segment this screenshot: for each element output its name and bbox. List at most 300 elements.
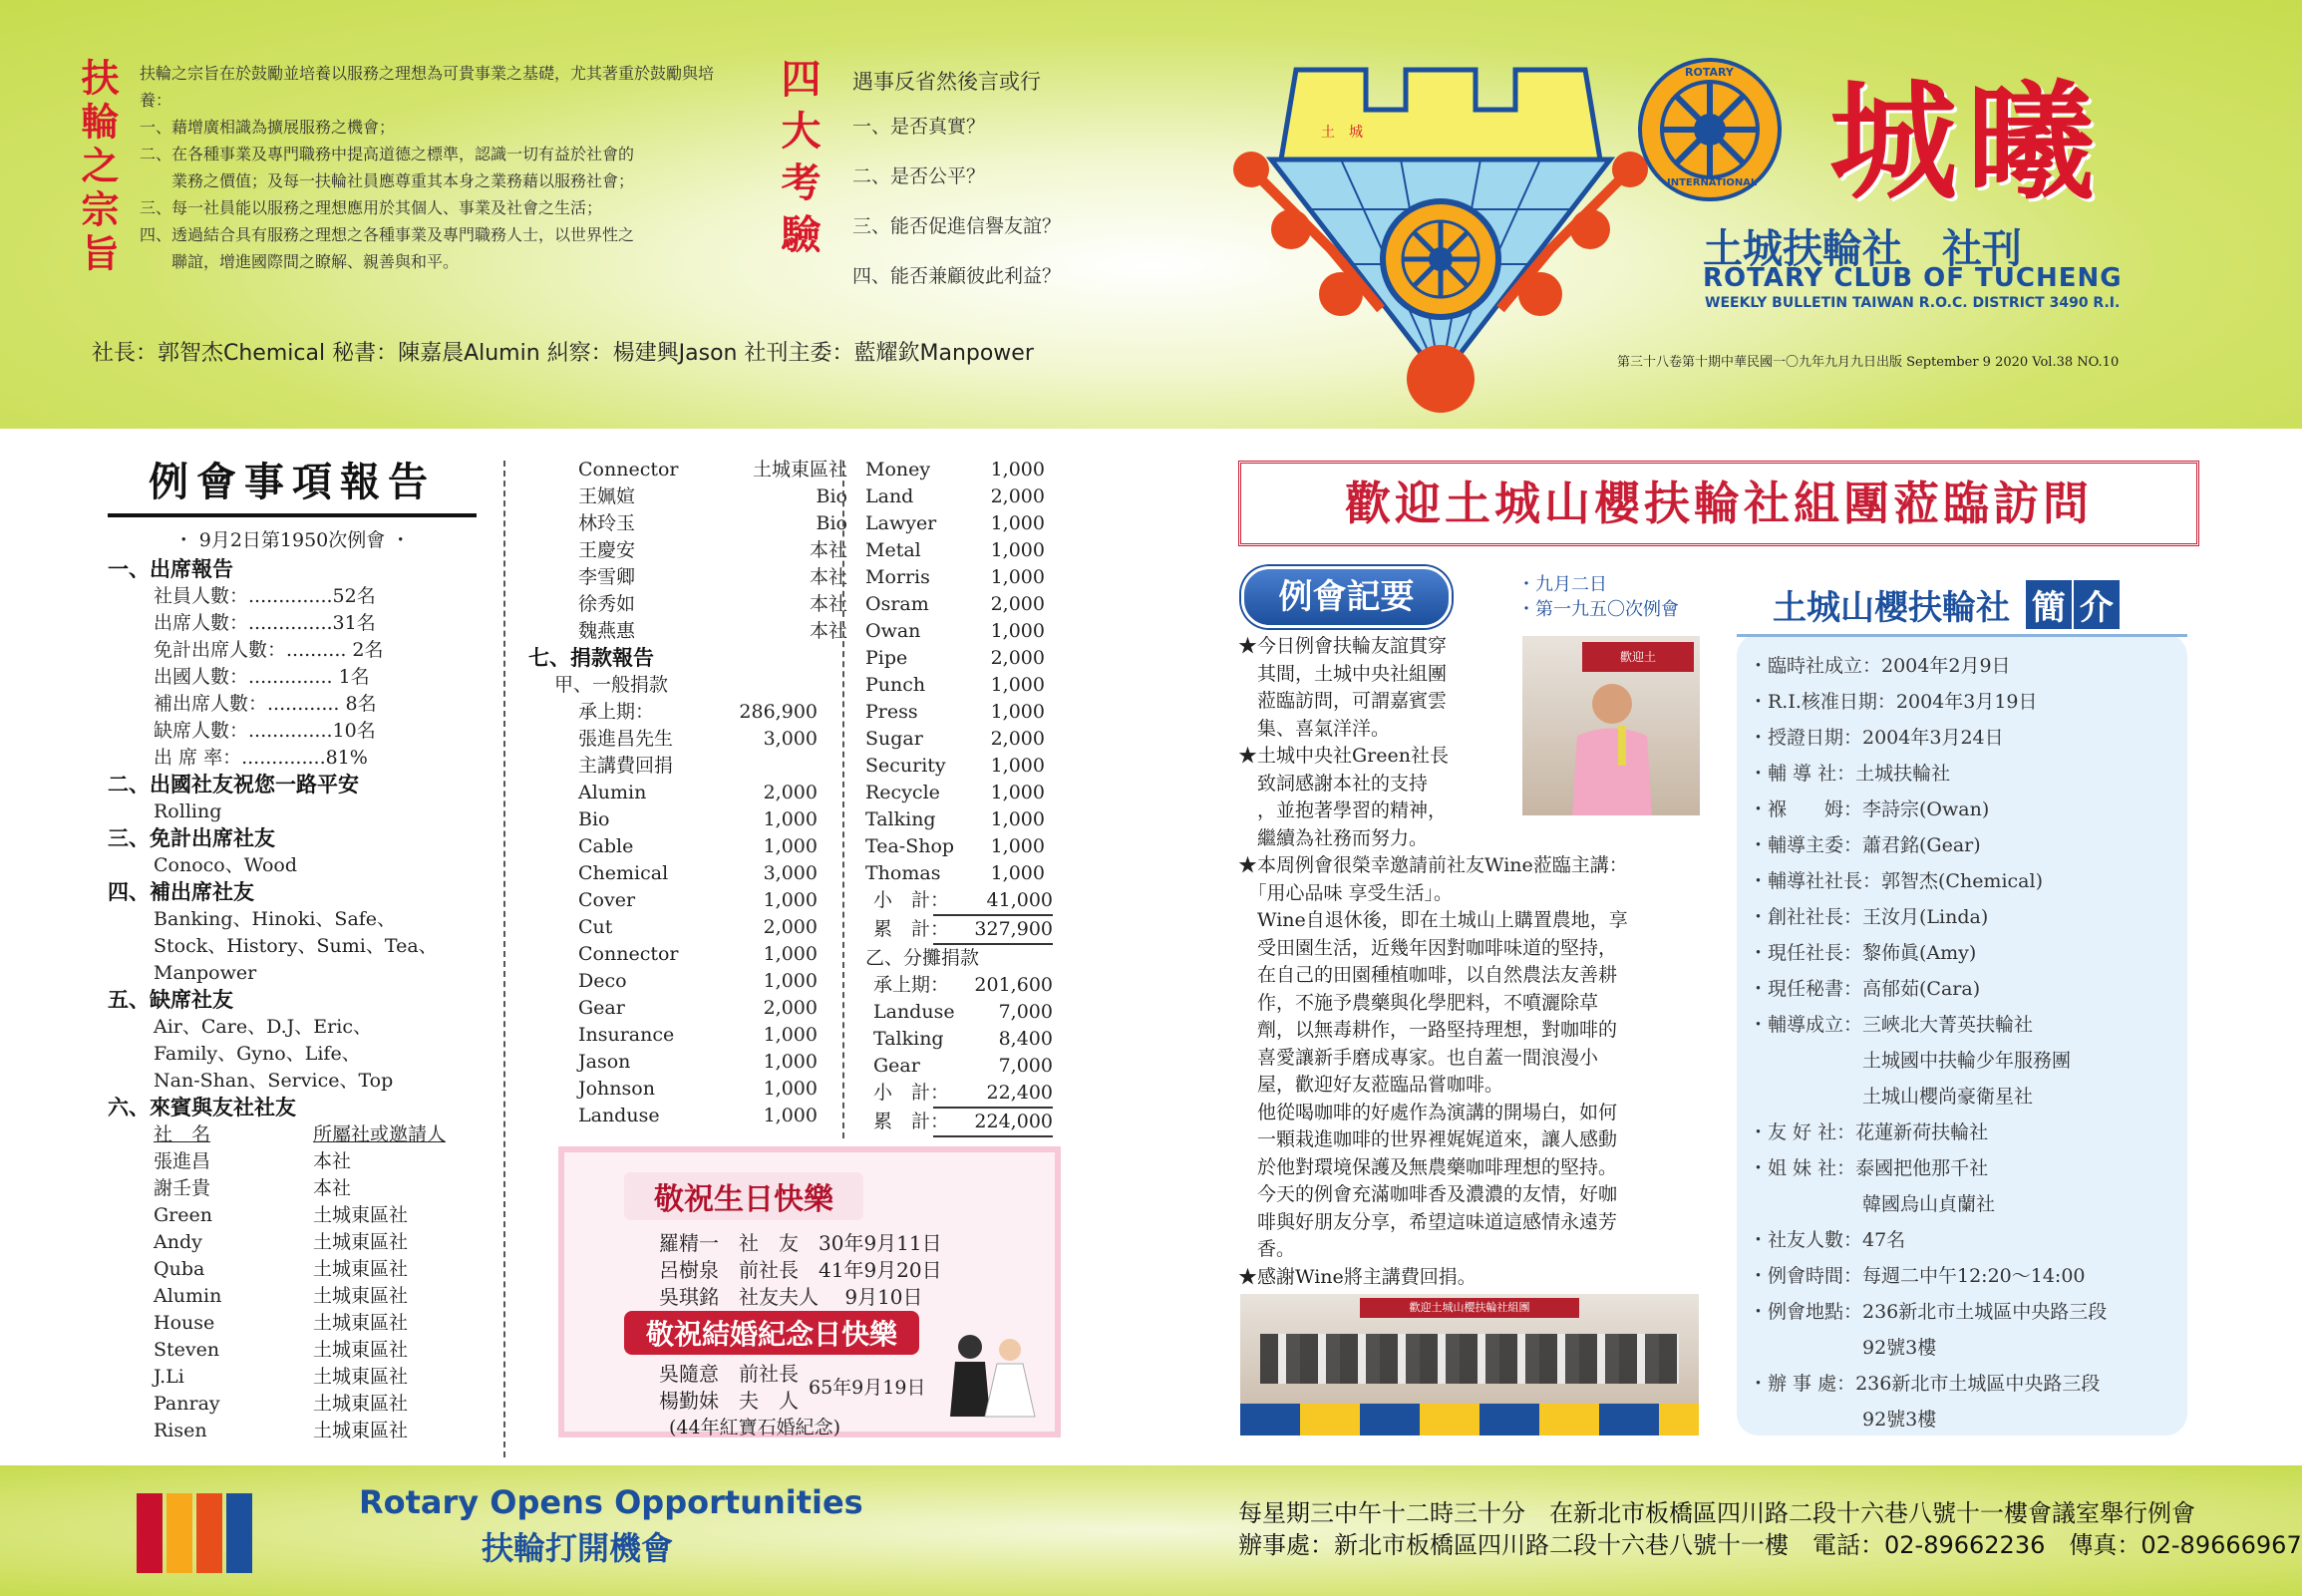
s2-list — [108, 798, 487, 825]
intro-item: ・友 好 社：花蓮新荷扶輪社 — [1749, 1121, 1989, 1143]
story-line: 繼續為社務而努力。 — [1238, 826, 1429, 849]
principles-block — [140, 60, 738, 275]
total-row-label: 累 計： — [873, 918, 950, 940]
s5-item: Air、Care、D.J、Eric、 — [154, 1016, 372, 1038]
donation-row-value: 1,000 — [990, 782, 1045, 803]
donation-row — [865, 510, 1065, 537]
s2-title: 二、出國社友祝您一路平安 — [108, 773, 359, 797]
attendance-list — [108, 583, 487, 772]
donation-row-value: 1,000 — [990, 835, 1045, 857]
donation-row — [865, 780, 1065, 806]
story-line: 喜愛讓新手磨成專家。也自蓋一間浪漫小 — [1238, 1046, 1599, 1069]
guests-head-name: 社 名 — [154, 1123, 211, 1145]
donation-row-label: Cover — [578, 889, 636, 911]
s3-list — [108, 852, 487, 879]
donation-row-value: 3,000 — [763, 728, 818, 750]
donation-row — [865, 972, 1065, 999]
intro-item: 92號3樓 — [1749, 1409, 1937, 1431]
donation-row-value: 3,000 — [763, 862, 818, 884]
donation-summary-2 — [865, 887, 1065, 945]
intro-tag-2: 介 — [2074, 580, 2120, 629]
intro-item: ・R.I.核准日期：2004年3月19日 — [1749, 691, 2038, 713]
donation-row — [578, 887, 857, 914]
report-col3 — [865, 457, 1065, 1137]
donation-row — [865, 618, 1065, 645]
donation-row-label: Chemical — [578, 862, 669, 884]
guest-row-value: 土城東區社 — [313, 1420, 409, 1441]
donation-row-value: 1,000 — [990, 539, 1045, 561]
donation-row-value — [718, 753, 818, 780]
donation-row-label: Press — [865, 701, 918, 723]
donation-row-label: Talking — [873, 1028, 944, 1050]
donation-row-label: 承上期： — [873, 974, 950, 996]
total-row-value: 224,000 — [933, 1109, 1053, 1137]
donation-row — [578, 1103, 857, 1129]
report-col1 — [108, 556, 487, 1444]
club-name-en: ROTARY CLUB OF TUCHENG — [1703, 263, 2123, 293]
principles-list — [140, 114, 738, 275]
guest2-row-value: 土城東區社 — [752, 459, 847, 480]
donation-row-label: Punch — [865, 674, 926, 696]
donation-row — [578, 726, 857, 753]
guest-row-label: 謝壬貴 — [154, 1177, 211, 1199]
intro-item: ・例會時間：每週二中午12:20～14:00 — [1749, 1265, 2086, 1287]
donation-row-label: Bio — [578, 808, 610, 830]
intro-item: 土城山櫻尚豪衛星社 — [1749, 1086, 2034, 1108]
s3-title: 三、免計出席社友 — [108, 826, 275, 850]
donation-row-label: Tea-Shop — [865, 835, 955, 857]
s5-title: 五、缺席社友 — [108, 988, 233, 1012]
birthday-item: 呂樹泉 前社長 41年9月20日 — [659, 1258, 942, 1282]
guest2-row-label: 徐秀如 — [578, 593, 636, 615]
s4-title: 四、補出席社友 — [108, 880, 254, 904]
donation-row-label: Security — [865, 755, 946, 777]
donation-row-value: 1,000 — [990, 620, 1045, 642]
guest-row-label: Panray — [154, 1393, 220, 1415]
donation-row — [865, 726, 1065, 753]
donation-row — [865, 537, 1065, 564]
group-photo-banner: 歡迎土城山櫻扶輪社組團 — [1360, 1298, 1579, 1318]
tests-list — [852, 102, 1112, 301]
intro-item: ・輔導成立：三峽北大菁英扶輪社 — [1749, 1014, 2034, 1036]
intro-item: ・姐 妹 社：泰國把他那千社 — [1749, 1157, 1989, 1179]
group-flag — [1240, 1404, 1699, 1436]
guest-row — [154, 1283, 487, 1310]
test-intro: 遇事反省然後言或行 — [852, 70, 1041, 94]
intro-item: ・臨時社成立：2004年2月9日 — [1749, 655, 2011, 677]
guest-row — [154, 1391, 487, 1418]
donation-row — [578, 1049, 857, 1076]
principle-item: 二、在各種事業及專門職務中提高道德之標準，認識一切有益於社會的 — [140, 145, 635, 163]
donation-row-label: Talking — [865, 808, 936, 830]
donation-row — [578, 914, 857, 941]
emblem-text: 土 城 — [1321, 125, 1363, 141]
donation-row — [578, 699, 857, 726]
donation-row-value: 1,000 — [990, 674, 1045, 696]
donation-row-label: Land — [865, 485, 914, 507]
logo-title: 城曦 — [1829, 68, 2106, 217]
intro-item: ・例會地點：236新北市土城區中央路三段 — [1749, 1301, 2108, 1323]
guest2-row — [578, 537, 857, 564]
story-line: 「用心品味 享受生活」。 — [1238, 881, 1454, 904]
donation-row-label: Gear — [578, 997, 625, 1019]
intro-list — [1737, 634, 2187, 1437]
birthday-item: 吳琪銘 社友夫人 9月10日 — [659, 1285, 923, 1309]
donation-row-label: Recycle — [865, 782, 940, 803]
story-line: Wine自退休後，即在土城山上購置農地，享 — [1238, 909, 1628, 931]
welcome-banner — [1238, 461, 2199, 546]
principle-item: 四、透過結合具有服務之理想之各種事業及專門職務人士，以世界性之 — [140, 225, 635, 244]
donation-row-label: Gear — [873, 1055, 920, 1077]
donation-row-label: Insurance — [578, 1024, 675, 1046]
intro-item: ・創社社長：王汝月(Linda) — [1749, 906, 1989, 928]
birthday-list — [564, 1230, 1055, 1311]
guest2-row — [578, 510, 857, 537]
donation-summary-3 — [865, 1080, 1065, 1137]
intro-panel — [1737, 634, 2187, 1436]
s4-item: Banking、Hinoki、Safe、 — [154, 908, 397, 930]
guest-row-value: 土城東區社 — [313, 1312, 409, 1334]
donation-row-value: 1,000 — [990, 701, 1045, 723]
meeting-info: 每星期三中午十二時三十分 在新北市板橋區四川路二段十六巷八號十一樓會議室舉行例會 — [1238, 1499, 2195, 1527]
intro-item: ・授證日期：2004年3月24日 — [1749, 727, 2004, 749]
donation-row — [865, 753, 1065, 780]
guest-row-label: Quba — [154, 1258, 205, 1280]
story-line: 今天的例會充滿咖啡香及濃濃的友情，好咖 — [1238, 1183, 1618, 1205]
donation-row — [578, 753, 857, 780]
birthday-item: 羅精一 社 友 30年9月11日 — [659, 1231, 942, 1255]
guests2-list — [528, 457, 857, 645]
donation-row-label: Pipe — [865, 647, 908, 669]
subtotal-row-label: 小 計： — [873, 1082, 950, 1104]
speaker-figure-icon — [1562, 676, 1662, 815]
donation-row-label: 承上期： — [578, 701, 655, 723]
guest2-row-value: Bio — [816, 485, 847, 507]
donation-row-value: 201,600 — [974, 974, 1053, 996]
donation-row-value: 2,000 — [763, 782, 818, 803]
wedding-couple-icon — [935, 1322, 1045, 1422]
donation-row-value: 2,000 — [763, 916, 818, 938]
donation-row-value: 2,000 — [990, 647, 1045, 669]
diamond-emblem-icon — [1221, 60, 1660, 419]
donation-row-label: Money — [865, 459, 931, 480]
attendance-title: 一、出席報告 — [108, 557, 233, 581]
donation-row-value: 1,000 — [990, 512, 1045, 534]
donation-row-label: Sugar — [865, 728, 923, 750]
story-line: 作，不施予農藥與化學肥料，不噴灑除草 — [1238, 991, 1599, 1014]
donation-row-value: 7,000 — [998, 1055, 1053, 1077]
principle-item: 一、藉增廣相識為擴展服務之機會； — [140, 118, 396, 137]
test-item: 二、是否公平？ — [852, 165, 986, 187]
guest-row-value: 本社 — [313, 1150, 352, 1172]
attendance-item: 出席人數：..............31名 — [154, 612, 376, 634]
guest2-row-value: Bio — [816, 512, 847, 534]
total-row-label: 累 計： — [873, 1111, 950, 1132]
donation-row-label: Cut — [578, 916, 613, 938]
donation-row — [865, 833, 1065, 860]
donation-row-value: 7,000 — [998, 1001, 1053, 1023]
guest-row — [154, 1202, 487, 1229]
guest2-row-label: 林玲玉 — [578, 512, 636, 534]
donation-row — [865, 999, 1065, 1026]
guest-row-value: 本社 — [313, 1177, 352, 1199]
donation-list-2 — [865, 457, 1065, 887]
donation-row — [865, 564, 1065, 591]
four-way-test — [852, 62, 1112, 301]
guest2-row — [578, 564, 857, 591]
donation-row-value: 2,000 — [990, 728, 1045, 750]
attendance-item: 補出席人數：............ 8名 — [154, 693, 377, 715]
welcome-banner-text: 歡迎土城山櫻扶輪社組團蒞臨訪問 — [1345, 477, 2093, 530]
donation-row-label: Jason — [578, 1051, 631, 1073]
donation-row-value: 1,000 — [763, 835, 818, 857]
intro-item: ・現任秘書：高郁茹(Cara) — [1749, 978, 1981, 1000]
subtotal-row — [865, 1080, 1065, 1109]
guest2-row-value: 本社 — [809, 620, 847, 642]
story-line: 劑，以無毒耕作，一路堅持理想，對咖啡的 — [1238, 1019, 1618, 1041]
donation-row-value: 1,000 — [763, 970, 818, 992]
donation-row-value: 2,000 — [990, 485, 1045, 507]
anniv-date: 65年9月19日 — [809, 1376, 926, 1399]
s7-sub2: 乙、分攤捐款 — [865, 947, 980, 969]
subtotal-row-label: 小 計： — [873, 889, 950, 911]
intro-item: 92號3樓 — [1749, 1337, 1937, 1359]
club-name-cn: 土城扶輪社 社刊 — [1703, 226, 2022, 272]
s4-list — [108, 906, 487, 987]
footer-band — [0, 1465, 2302, 1596]
donation-row-label: Osram — [865, 593, 929, 615]
anniv-note: (44年紅寶石婚紀念) — [669, 1417, 841, 1438]
guest-row-label: Green — [154, 1204, 212, 1226]
intro-tag-1: 簡 — [2026, 580, 2072, 629]
donation-row — [578, 860, 857, 887]
guest2-row — [578, 618, 857, 645]
intro-title — [1773, 580, 2120, 629]
story-line: ★土城中央社Green社長 — [1238, 745, 1449, 767]
guest2-row-label: 王姵媗 — [578, 485, 636, 507]
test-item: 一、是否真實？ — [852, 116, 986, 138]
guest-row-value: 土城東區社 — [313, 1204, 409, 1226]
donation-row — [865, 457, 1065, 483]
intro-rule — [1737, 634, 2187, 637]
story-line: 其間，土城中央社組團 — [1238, 662, 1448, 685]
meeting-line: ・ 9月2日第1950次例會 ・ — [173, 529, 411, 551]
donation-row-value: 1,000 — [990, 808, 1045, 830]
s6-title: 六、來賓與友社社友 — [108, 1096, 296, 1119]
guest-row-label: 張進昌 — [154, 1150, 211, 1172]
guest-row-value: 土城東區社 — [313, 1339, 409, 1361]
subtotal-row-value: 41,000 — [933, 887, 1053, 916]
guest-row-value: 土城東區社 — [313, 1231, 409, 1253]
issue-line: 第三十八卷第十期中華民國一〇九年九月九日出版 September 9 2020 Vol.38 NO.10 — [1617, 355, 2120, 370]
donation-row — [865, 860, 1065, 887]
donation-row-label: Connector — [578, 943, 679, 965]
donation-row-label: 主講費回捐 — [578, 755, 674, 777]
donation-row-value: 1,000 — [990, 459, 1045, 480]
story-line: 他從喝咖啡的好處作為演講的開場白，如何 — [1238, 1101, 1618, 1123]
test-title: 四大考驗 — [775, 58, 821, 265]
s4-item: Manpower — [154, 962, 257, 984]
donation-list-1 — [528, 699, 857, 1129]
guest2-row-value: 本社 — [809, 593, 847, 615]
photo-sign: 歡迎土 — [1582, 642, 1694, 672]
intro-item: ・辦 事 處：236新北市土城區中央路三段 — [1749, 1373, 2101, 1395]
s5-item: Family、Gyno、Life、 — [154, 1043, 361, 1065]
slogan-cn: 扶輪打開機會 — [482, 1529, 674, 1567]
guest2-row-value: 本社 — [809, 539, 847, 561]
guest-row-label: J.Li — [154, 1366, 184, 1388]
donation-row-label: Thomas — [865, 862, 941, 884]
donation-row-label: Metal — [865, 539, 921, 561]
donation-row — [578, 1076, 857, 1103]
donation-row-value: 1,000 — [763, 889, 818, 911]
story-line: 一顆栽進咖啡的世界裡娓娓道來，讓人感動 — [1238, 1128, 1618, 1150]
speaker-photo — [1522, 636, 1700, 815]
guest-row-label: House — [154, 1312, 215, 1334]
office-info: 辦事處：新北市板橋區四川路二段十六巷八號十一樓 電話：02-89662236 傳真：02-89666967 — [1238, 1531, 2302, 1559]
s5-item: Nan-Shan、Service、Top — [154, 1070, 394, 1092]
donation-row — [865, 699, 1065, 726]
donation-row-label: Johnson — [578, 1078, 655, 1100]
guest-row — [154, 1364, 487, 1391]
story-line: 在自己的田園種植咖啡，以自然農法友善耕 — [1238, 964, 1618, 986]
donation-row — [578, 833, 857, 860]
guest-row — [154, 1148, 487, 1175]
guest2-row-label: 魏燕惠 — [578, 620, 636, 642]
principle-title: 扶輪之宗旨 — [75, 58, 119, 277]
donation-row-value: 1,000 — [763, 1078, 818, 1100]
group-crowd — [1260, 1334, 1679, 1384]
guest2-row-value: 本社 — [809, 566, 847, 588]
total-row — [865, 1109, 1065, 1137]
donation-row-value: 1,000 — [990, 862, 1045, 884]
bulletin-line: WEEKLY BULLETIN TAIWAN R.O.C. DISTRICT 3490 R.I. — [1705, 295, 2121, 311]
principle-item: 業務之價值；及每一扶輪社員應尊重其本身之業務藉以服務社會； — [140, 171, 635, 190]
donation-row-value: 8,400 — [998, 1028, 1053, 1050]
story-line: ★今日例會扶輪友誼貫穿 — [1238, 635, 1448, 657]
s3-item: Conoco、Wood — [154, 854, 298, 876]
report-col2 — [528, 457, 857, 1129]
report-title: 例會事項報告 — [149, 460, 436, 505]
guest2-row-label: Connector — [578, 459, 679, 480]
intro-item: ・輔 導 社：土城扶輪社 — [1749, 763, 1951, 785]
intro-item: ・現任社長：黎佈眞(Amy) — [1749, 942, 1977, 964]
donation-row-label: Cable — [578, 835, 634, 857]
donation-row-value: 1,000 — [990, 755, 1045, 777]
test-item: 三、能否促進信譽友誼？ — [852, 215, 1062, 237]
donation-row-label: Alumin — [578, 782, 647, 803]
guest2-row — [578, 457, 857, 483]
intro-item: ・社友人數：47名 — [1749, 1229, 1906, 1251]
guest-row-value: 土城東區社 — [313, 1393, 409, 1415]
story-line: 蒞臨訪問，可謂嘉賓雲 — [1238, 690, 1448, 712]
divider-2 — [842, 461, 844, 1138]
donation-row — [578, 806, 857, 833]
story-line: 集、喜氣洋洋。 — [1238, 717, 1391, 740]
officers-line: 社長：郭智杰Chemical 秘書：陳嘉晨Alumin 糾察：楊建興Jason 社刊主委：藍耀欽Manpower — [92, 341, 1034, 366]
donation-row-label: Landuse — [873, 1001, 955, 1023]
story-line: 屋，歡迎好友蒞臨品嘗咖啡。 — [1238, 1074, 1504, 1096]
story-line: 香。 — [1238, 1238, 1296, 1260]
guest-row-label: Risen — [154, 1420, 207, 1441]
total-row — [865, 916, 1065, 945]
minutes-no: ・第一九五〇次例會 — [1517, 599, 1679, 620]
guest-row-label: Andy — [154, 1231, 202, 1253]
story-line: ★感謝Wine將主講費回捐。 — [1238, 1265, 1477, 1288]
attendance-item: 社員人數：..............52名 — [154, 585, 376, 607]
s5-list — [108, 1014, 487, 1095]
anniv-item: 吳隨意 前社長 — [659, 1362, 799, 1386]
donation-row-value: 2,000 — [990, 593, 1045, 615]
divider-1 — [503, 461, 505, 1457]
guest-row-label: Steven — [154, 1339, 220, 1361]
donation-row — [865, 672, 1065, 699]
attendance-item: 出 席 率：..............81% — [154, 747, 368, 769]
donation-row-value: 2,000 — [763, 997, 818, 1019]
s7-title: 七、捐款報告 — [528, 646, 654, 670]
donation-row — [578, 1022, 857, 1049]
donation-row-label: Lawyer — [865, 512, 937, 534]
guests-head-club: 所屬社或邀請人 — [313, 1123, 447, 1145]
story-line: 啡與好朋友分享，希望這味道這感情永遠芳 — [1238, 1210, 1618, 1233]
doors-logo-icon — [135, 1487, 254, 1577]
intro-item: ・褓 姆：李詩宗(Owan) — [1749, 798, 1990, 820]
donation-row — [578, 995, 857, 1022]
intro-item: ・輔導主委：蕭君銘(Gear) — [1749, 834, 1981, 856]
guest-row-value: 土城東區社 — [313, 1366, 409, 1388]
donation-row — [578, 780, 857, 806]
celebration-box — [558, 1146, 1061, 1437]
rotary-label: ROTARY — [1685, 66, 1734, 79]
guest2-row — [578, 591, 857, 618]
guests-list — [108, 1148, 487, 1444]
donation-row-value: 1,000 — [763, 943, 818, 965]
donation-row-label: Landuse — [578, 1105, 660, 1126]
donation-row-value: 1,000 — [763, 808, 818, 830]
intl-label: INTERNATIONAL — [1667, 177, 1758, 188]
subtotal-row — [865, 887, 1065, 916]
donation-row — [578, 968, 857, 995]
principle-intro: 扶輪之宗旨在於鼓勵並培養以服務之理想為可貴事業之基礎，尤其著重於鼓勵與培養： — [140, 64, 715, 110]
group-photo — [1240, 1294, 1699, 1436]
donation-row — [865, 806, 1065, 833]
donation-row-value: 1,000 — [763, 1105, 818, 1126]
intro-item: 土城國中扶輪少年服務團 — [1749, 1050, 2072, 1072]
subtotal-row-value: 22,400 — [933, 1080, 1053, 1109]
donation-row-value: 1,000 — [763, 1051, 818, 1073]
slogan-en: Rotary Opens Opportunities — [359, 1483, 863, 1521]
principle-item: 三、每一社員能以服務之理想應用於其個人、事業及社會之生活； — [140, 198, 603, 217]
s7-sub1: 甲、一般捐款 — [554, 674, 669, 696]
donation-row — [865, 645, 1065, 672]
principle-item: 聯誼，增進國際間之瞭解、親善與和平。 — [140, 252, 460, 271]
attendance-item: 免計出席人數：.......... 2名 — [154, 639, 384, 661]
intro-item: 韓國烏山貞蘭社 — [1749, 1193, 1996, 1215]
s2-item: Rolling — [154, 800, 222, 822]
anniv-title: 敬祝結婚紀念日快樂 — [624, 1311, 919, 1355]
guest-row-label: Alumin — [154, 1285, 222, 1307]
guests-header — [108, 1121, 487, 1148]
anniv-item: 楊勤妹 夫 人 — [659, 1389, 799, 1413]
intro-item: ・輔導社社長：郭智杰(Chemical) — [1749, 870, 2043, 892]
guest-row — [154, 1337, 487, 1364]
story-line: 於他對環境保護及無農藥咖啡理想的堅持。 — [1238, 1155, 1618, 1178]
guest-row-value: 土城東區社 — [313, 1258, 409, 1280]
donation-row — [865, 483, 1065, 510]
guest-row — [154, 1418, 487, 1444]
donation-row — [865, 1026, 1065, 1053]
donation-row-value: 286,900 — [739, 701, 818, 723]
